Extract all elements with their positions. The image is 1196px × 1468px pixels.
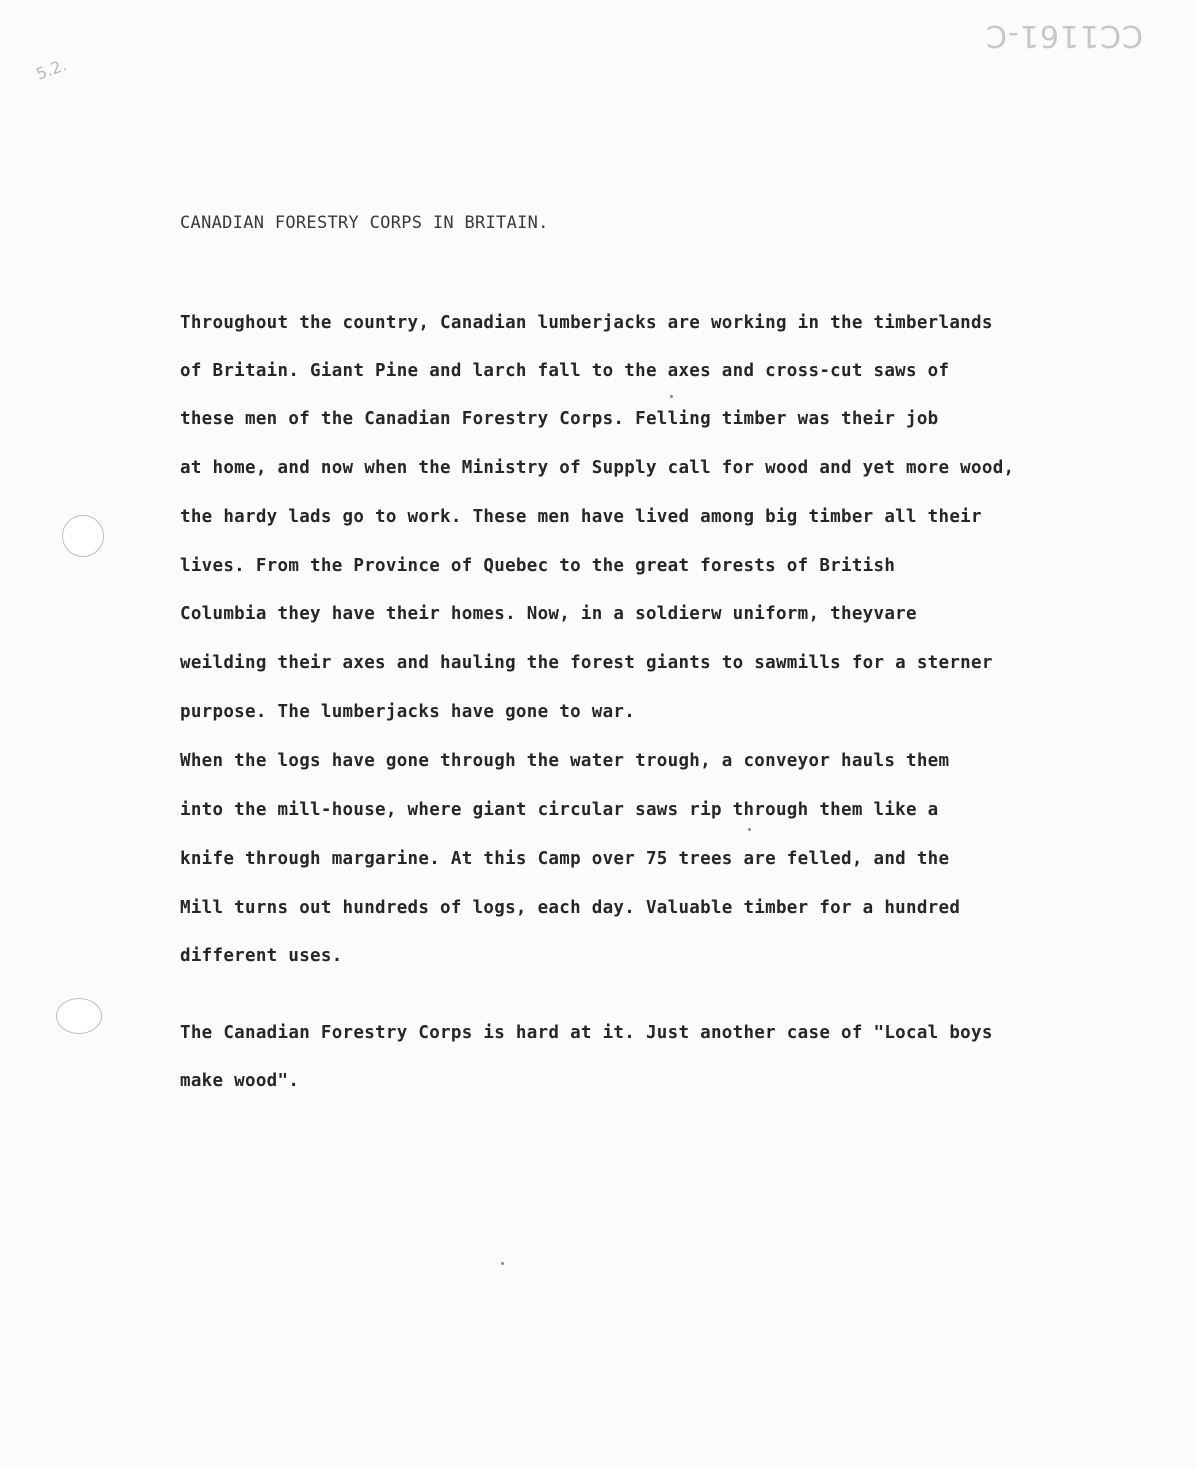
ink-speck (670, 395, 673, 398)
paragraph2-line: knife through margarine. At this Camp over 75 trees are felled, and the (180, 849, 950, 869)
corner-annotation: 5.2. (33, 55, 69, 84)
ink-speck (501, 1262, 504, 1265)
paragraph1-line: at home, and now when the Ministry of Supply call for wood and yet more wood, (180, 458, 1015, 478)
paragraph1-line: these men of the Canadian Forestry Corps. Felling timber was their job (180, 409, 939, 429)
paragraph3-line: make wood". (180, 1071, 300, 1091)
paragraph1-line: Throughout the country, Canadian lumberjacks are working in the timberlands (180, 313, 993, 333)
paragraph1-line: Columbia they have their homes. Now, in a soldierw uniform, theyvare (180, 604, 917, 624)
paragraph1-line: the hardy lads go to work. These men have lived among big timber all their (180, 507, 982, 527)
ink-speck (748, 828, 751, 831)
paragraph2-line: When the logs have gone through the water trough, a conveyor hauls them (180, 751, 950, 771)
paragraph1-line: purpose. The lumberjacks have gone to war. (180, 702, 636, 722)
punch-hole-upper (62, 515, 104, 557)
reference-number: CC1161-C (985, 18, 1144, 53)
paragraph2-line: Mill turns out hundreds of logs, each day. Valuable timber for a hundred (180, 898, 961, 918)
paragraph2-line: different uses. (180, 946, 343, 966)
paragraph1-line: of Britain. Giant Pine and larch fall to the axes and cross-cut saws of (180, 361, 950, 381)
document-title: CANADIAN FORESTRY CORPS IN BRITAIN. (180, 213, 549, 233)
punch-hole-lower (56, 998, 102, 1034)
paragraph2-line: into the mill-house, where giant circular saws rip through them like a (180, 800, 939, 820)
paragraph1-line: weilding their axes and hauling the forest giants to sawmills for a sterner (180, 653, 993, 673)
paragraph3-line: The Canadian Forestry Corps is hard at it. Just another case of "Local boys (180, 1023, 993, 1043)
paragraph1-line: lives. From the Province of Quebec to the great forests of British (180, 556, 896, 576)
